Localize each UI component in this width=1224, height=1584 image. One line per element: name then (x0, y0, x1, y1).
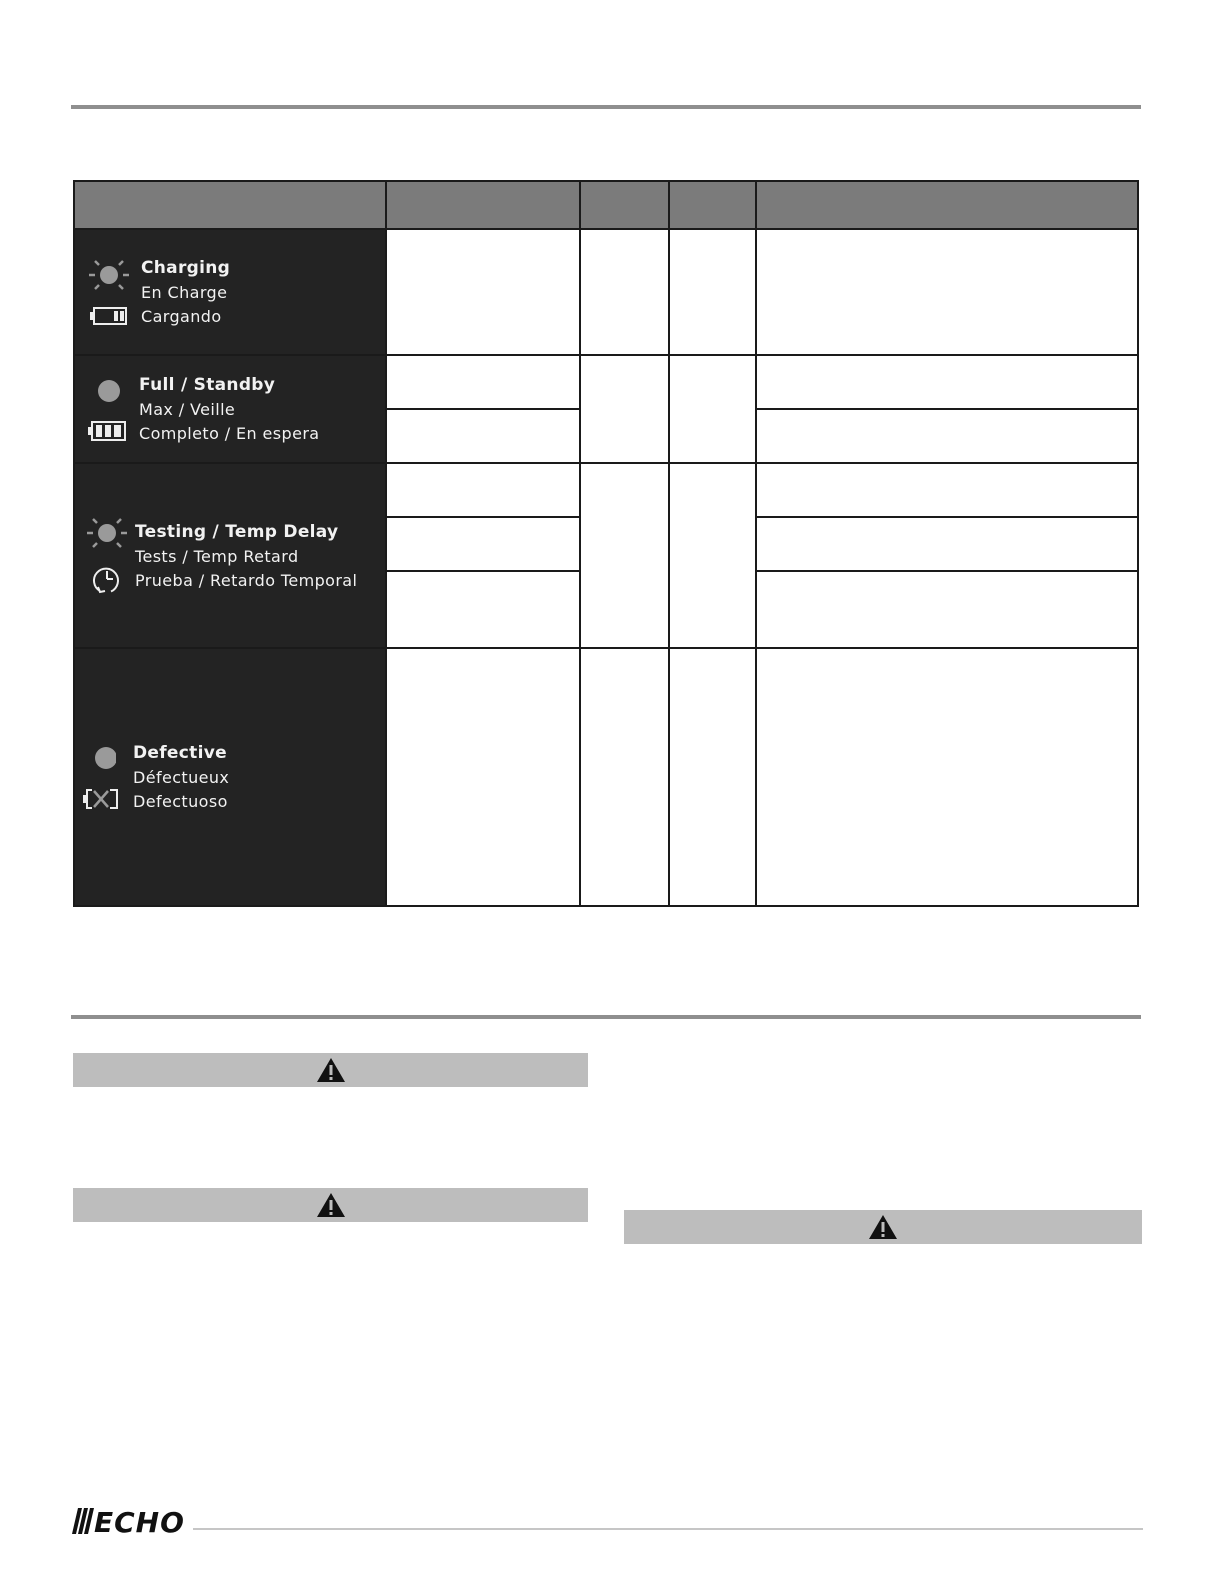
footer-rule (193, 1528, 1143, 1530)
table-cell (756, 648, 1138, 906)
led-solid-icon (92, 376, 122, 406)
warning-banner (73, 1188, 588, 1222)
battery-full-icon (87, 420, 127, 442)
warning-triangle-icon (316, 1057, 346, 1083)
table-cell (386, 648, 580, 906)
table-cell (386, 517, 580, 571)
header-cell (74, 181, 386, 229)
led-blinking-icon (87, 258, 131, 292)
clock-icon (91, 564, 123, 596)
table-row (74, 648, 1138, 906)
top-section-rule (71, 105, 1141, 109)
header-cell (756, 181, 1138, 229)
table-cell (580, 355, 669, 463)
warning-banner (73, 1053, 588, 1087)
led-blinking-icon (85, 516, 129, 550)
warning-triangle-icon (316, 1192, 346, 1218)
table-cell (386, 409, 580, 463)
table-cell (580, 648, 669, 906)
warning-triangle-icon (868, 1214, 898, 1240)
header-cell (386, 181, 580, 229)
table-row (74, 355, 1138, 409)
table-cell (580, 463, 669, 648)
table-cell (580, 229, 669, 355)
table-cell (386, 355, 580, 409)
status-cell-defective (74, 648, 386, 906)
table-cell (756, 355, 1138, 409)
table-cell (386, 229, 580, 355)
status-label-en: Testing / Temp Delay (135, 521, 339, 542)
status-label-en: Charging (141, 258, 231, 278)
battery-defective-icon (81, 787, 121, 811)
table-cell (669, 229, 756, 355)
middle-section-rule (71, 1015, 1141, 1019)
table-cell (386, 571, 580, 648)
table-cell (386, 463, 580, 517)
warning-banner (624, 1210, 1142, 1244)
status-label-fr: Défectueux (133, 768, 230, 787)
status-label-en: Full / Standby (139, 375, 276, 395)
status-label-fr: Max / Veille (139, 400, 236, 419)
status-label-en: Defective (133, 743, 227, 763)
status-label-es: Defectuoso (133, 792, 228, 811)
status-cell-testing (74, 463, 386, 648)
logo-text: ECHO (94, 1506, 185, 1536)
status-label-es: Completo / En espera (139, 424, 320, 443)
status-label-fr: En Charge (141, 283, 228, 302)
led-solid-icon (86, 743, 116, 773)
status-label-fr: Tests / Temp Retard (135, 546, 299, 566)
table-cell (756, 571, 1138, 648)
echo-logo (70, 1506, 186, 1536)
table-header-row (74, 181, 1138, 229)
table-cell (669, 463, 756, 648)
status-cell-charging (74, 229, 386, 355)
table-cell (756, 463, 1138, 517)
table-cell (756, 229, 1138, 355)
table-cell (756, 409, 1138, 463)
header-cell (580, 181, 669, 229)
table-cell (669, 648, 756, 906)
status-label-es: Prueba / Retardo Temporal (135, 570, 358, 590)
battery-charging-icon (89, 306, 129, 326)
table-cell (756, 517, 1138, 571)
charger-led-table (73, 180, 1139, 907)
table-row (74, 463, 1138, 517)
status-label-es: Cargando (141, 307, 222, 326)
status-cell-full-standby (74, 355, 386, 463)
header-cell (669, 181, 756, 229)
table-row (74, 229, 1138, 355)
table-cell (669, 355, 756, 463)
